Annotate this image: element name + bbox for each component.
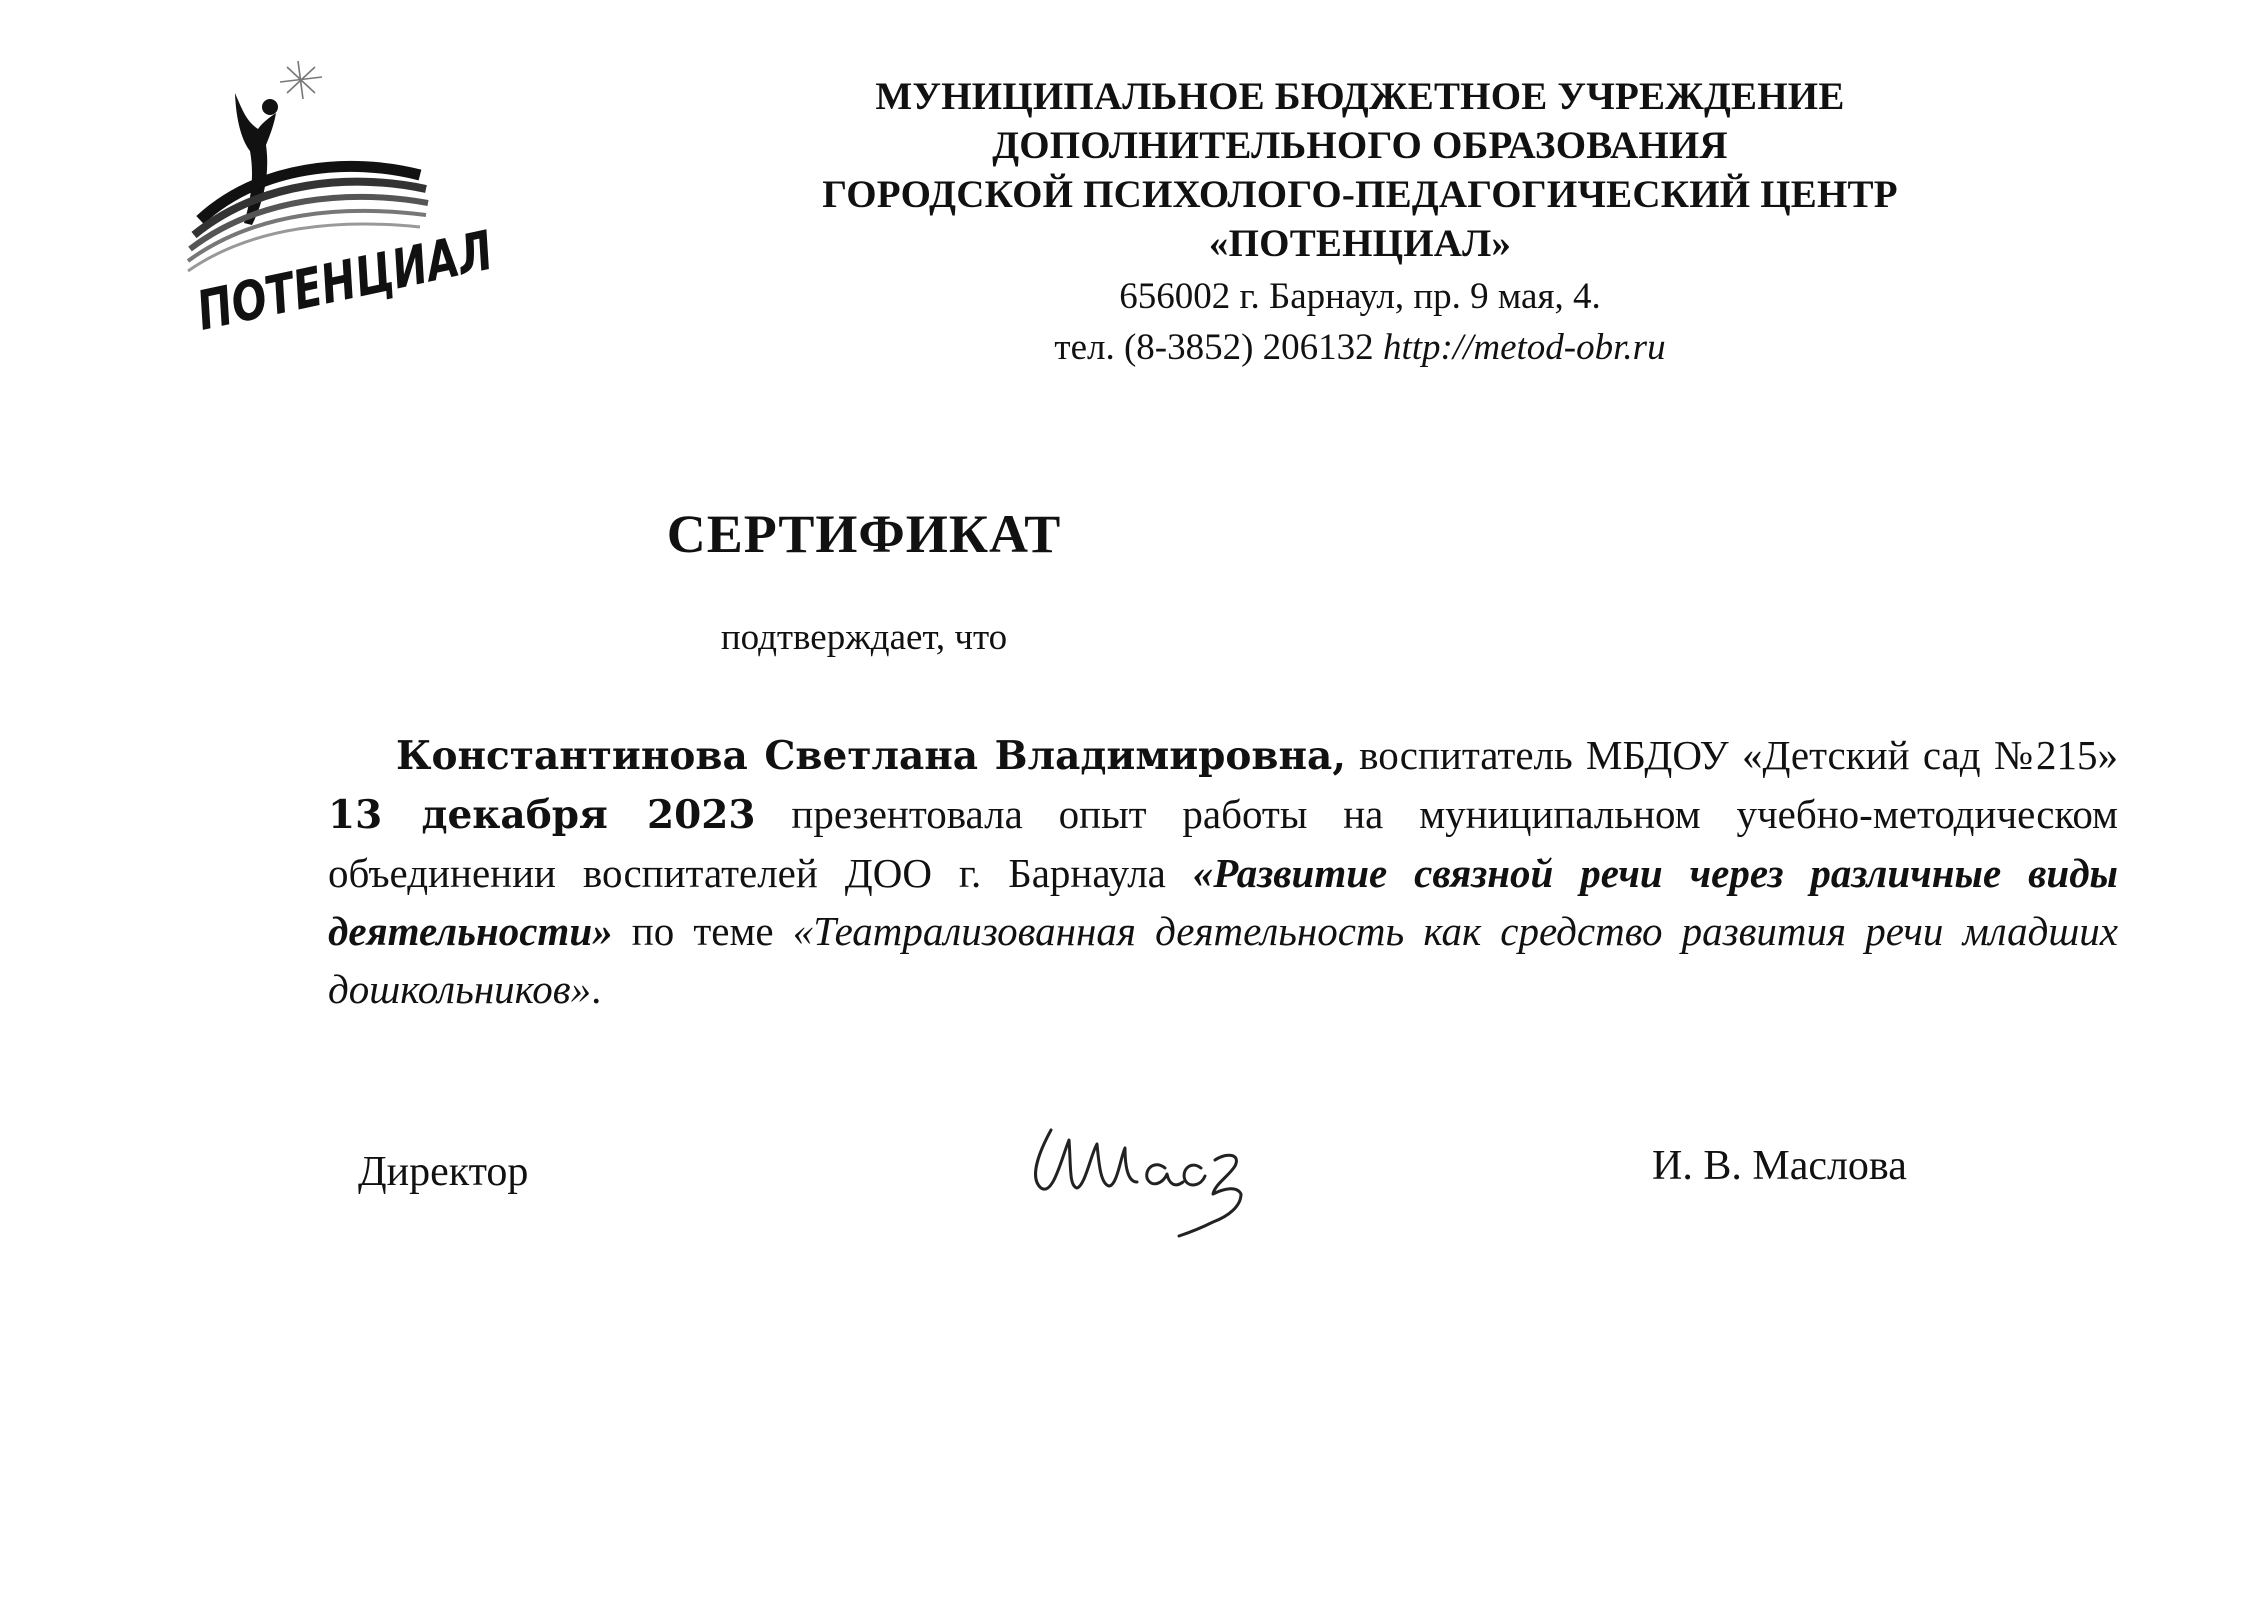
signature-area xyxy=(1015,1090,1285,1250)
signatory-name: И. В. Маслова xyxy=(1652,1143,1907,1189)
organization-header xyxy=(520,72,2200,372)
recipient-position: воспитатель МБДОУ «Детский сад №215» xyxy=(1345,732,2118,778)
handwritten-signature-icon xyxy=(1015,1090,1285,1250)
org-website-link[interactable]: http://metod-obr.ru xyxy=(1382,327,1666,368)
signatory-position: Директор xyxy=(358,1149,529,1195)
event-date: 13 декабря 2023 xyxy=(328,792,756,838)
logo-text: ПОТЕНЦИАЛ xyxy=(191,199,589,343)
org-address: 656002 г. Барнаул, пр. 9 мая, 4. xyxy=(1119,276,1601,317)
potencial-logo xyxy=(180,55,589,355)
org-name-line-2: ДОПОЛНИТЕЛЬНОГО ОБРАЗОВАНИЯ xyxy=(992,124,1728,167)
org-name-line-4: «ПОТЕНЦИАЛ» xyxy=(1208,222,1512,265)
certificate-title: СЕРТИФИКАТ xyxy=(666,504,1062,564)
presentation-topic: «Театрализованная деятельность как средство развития речи младших дошкольников» xyxy=(328,908,2119,1012)
certificate-body xyxy=(328,726,2118,1018)
methodical-association-title: «Развитие связной речи через различные виды деятельности» xyxy=(328,850,2118,954)
topic-prefix: по теме xyxy=(612,908,793,954)
recipient-name: Константинова Светлана Владимировна, xyxy=(396,733,1346,779)
event-description: презентовала опыт работы на муниципальном учебно-методическом объединении воспитателей ДОО г. Барнаула xyxy=(328,791,2119,896)
org-contacts xyxy=(520,324,2200,372)
org-name-line-3: ГОРОДСКОЙ ПСИХОЛОГО-ПЕДАГОГИЧЕСКИЙ ЦЕНТР xyxy=(822,173,1898,216)
potencial-logo-icon xyxy=(180,55,589,355)
body-end: . xyxy=(591,966,602,1012)
org-name-line-1: МУНИЦИПАЛЬНОЕ БЮДЖЕТНОЕ УЧРЕЖДЕНИЕ xyxy=(875,75,1845,118)
certificate-subtitle: подтверждает, что xyxy=(720,617,1008,658)
org-phone: тел. (8-3852) 206132 xyxy=(1054,327,1374,368)
